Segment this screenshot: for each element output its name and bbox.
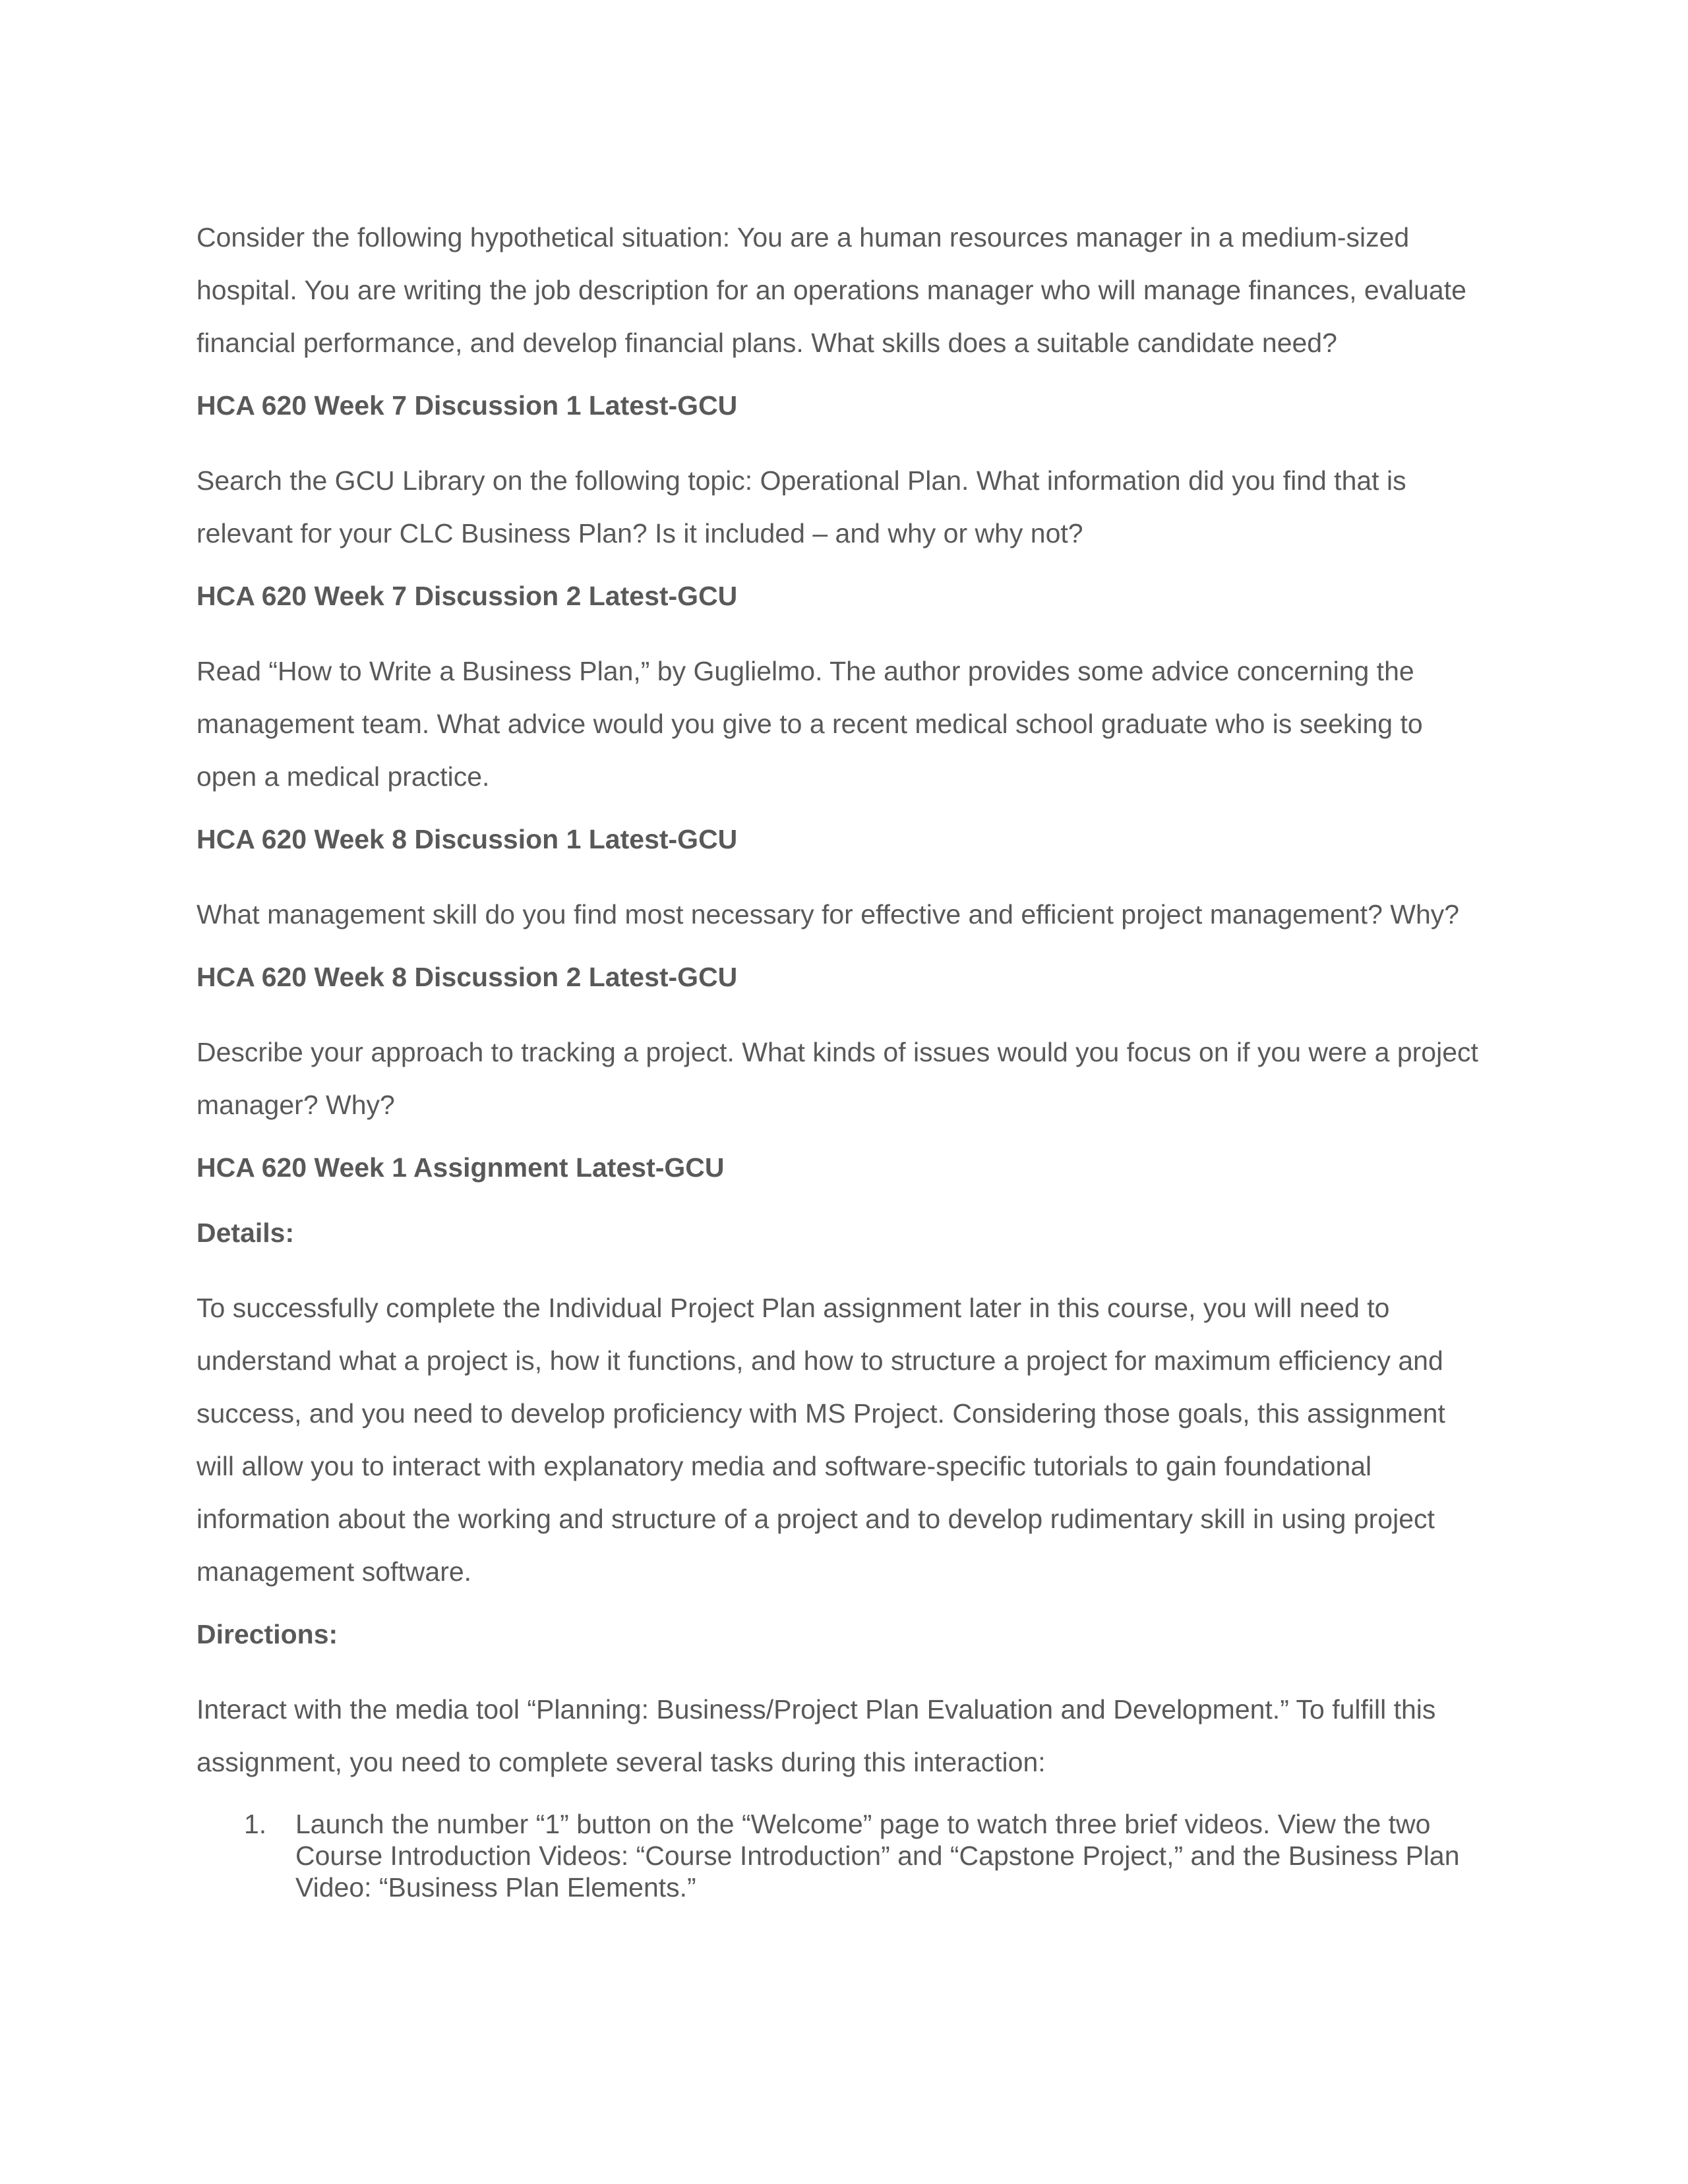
- document-body: [196, 211, 1490, 1903]
- heading-directions: Directions:: [196, 1619, 338, 1649]
- heading-week1-assignment: HCA 620 Week 1 Assignment Latest-GCU: [196, 1152, 725, 1183]
- list-item-number: 1.: [244, 1809, 267, 1839]
- paragraph-gcu-library-search: Search the GCU Library on the following topic: Operational Plan. What information did you find that is relevant for your CLC Business Plan? Is it included – and why or why not?: [196, 465, 1406, 548]
- heading-week7-discussion2: HCA 620 Week 7 Discussion 2 Latest-GCU: [196, 581, 738, 611]
- heading-week8-discussion1: HCA 620 Week 8 Discussion 1 Latest-GCU: [196, 824, 738, 854]
- paragraph-hypothetical-situation: Consider the following hypothetical situation: You are a human resources manager in a medium-sized hospital. You are writing the job description for an operations manager who will manage finances, evaluate financial performance, and develop financial plans. What skills does a suitable candidate need?: [196, 222, 1466, 358]
- heading-week7-discussion1: HCA 620 Week 7 Discussion 1 Latest-GCU: [196, 390, 738, 421]
- heading-week8-discussion2: HCA 620 Week 8 Discussion 2 Latest-GCU: [196, 962, 738, 992]
- list-item-text: Launch the number “1” button on the “Welcome” page to watch three brief videos. View the two Course Introduction Videos: “Course Introduction” and “Capstone Project,” and the Business Plan Video: “Business Plan Elements.”: [295, 1809, 1460, 1903]
- paragraph-directions: Interact with the media tool “Planning: Business/Project Plan Evaluation and Development.” To fulfill this assignment, you need to complete several tasks during this interaction:: [196, 1694, 1436, 1777]
- paragraph-management-skill: What management skill do you find most necessary for effective and efficient project management? Why?: [196, 899, 1460, 930]
- directions-list: [196, 1808, 1490, 1903]
- paragraph-details: To successfully complete the Individual Project Plan assignment later in this course, you will need to understand what a project is, how it functions, and how to structure a project for maximum efficiency and success, and you need to develop proficiency with MS Project. Considering those goals, this assignment will allow you to interact with explanatory media and software-specific tutorials to gain foundational information about the working and structure of a project and to develop rudimentary skill in using project management software.: [196, 1293, 1445, 1587]
- paragraph-business-plan-advice: Read “How to Write a Business Plan,” by Guglielmo. The author provides some advice concerning the management team. What advice would you give to a recent medical school graduate who is seeking to open a medical practice.: [196, 656, 1423, 792]
- list-item: [196, 1808, 1490, 1903]
- paragraph-tracking-project: Describe your approach to tracking a project. What kinds of issues would you focus on if you were a project manager? Why?: [196, 1037, 1478, 1120]
- heading-details: Details:: [196, 1218, 295, 1248]
